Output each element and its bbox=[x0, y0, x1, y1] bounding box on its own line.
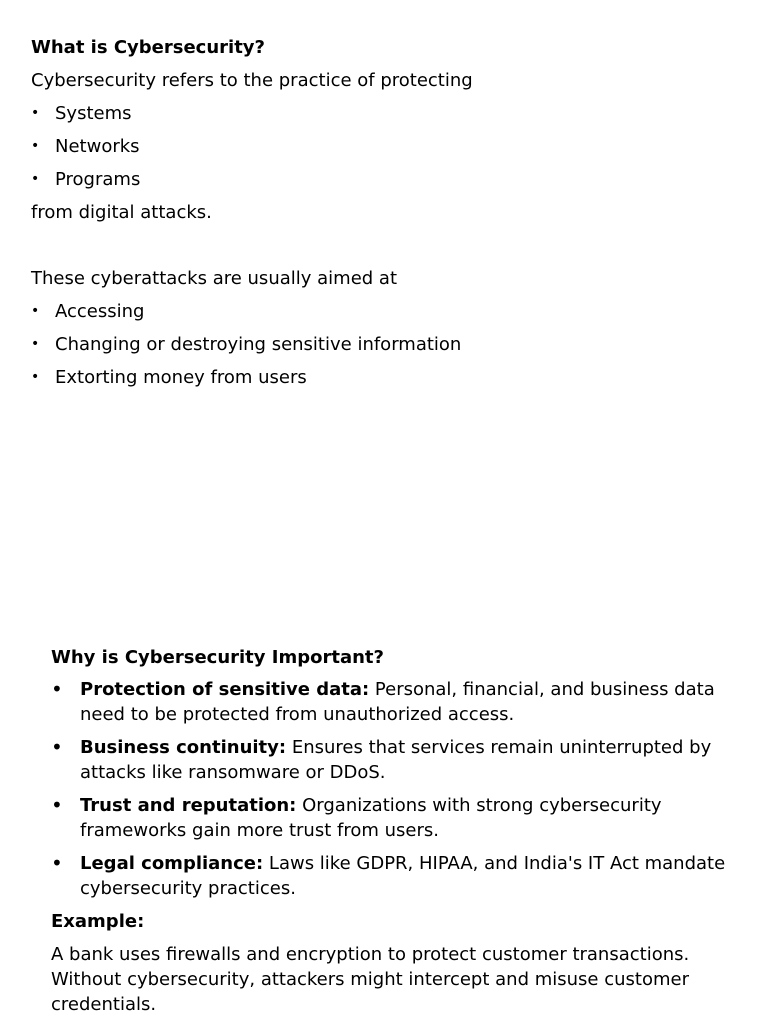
list-item bbox=[31, 101, 731, 134]
bullet-icon: • bbox=[31, 303, 40, 319]
definition-intro: Cybersecurity refers to the practice of protecting bbox=[31, 70, 473, 91]
bullet-icon: • bbox=[31, 171, 40, 187]
importance-heading: Why is Cybersecurity Important? bbox=[51, 647, 384, 668]
bullet-icon: • bbox=[51, 793, 63, 817]
example-text: A bank uses firewalls and encryption to protect customer transactions. Without cybersecurity, attackers might intercept and misuse customer credentials. bbox=[51, 944, 690, 1015]
list-item-description: Laws like GDPR, HIPAA, and India's IT Act mandate cybersecurity practices. bbox=[80, 853, 726, 899]
bullet-icon: • bbox=[31, 105, 40, 121]
bullet-icon: • bbox=[51, 677, 63, 701]
list-item bbox=[31, 299, 731, 332]
definition-heading: What is Cybersecurity? bbox=[31, 37, 265, 58]
list-item-text: Extorting money from users bbox=[55, 367, 307, 388]
list-item-text bbox=[80, 851, 731, 901]
bullet-icon: • bbox=[31, 138, 40, 154]
list-item bbox=[31, 167, 731, 200]
list-item-title: Legal compliance: bbox=[80, 853, 264, 874]
list-item-text: Programs bbox=[55, 169, 141, 190]
bullet-icon: • bbox=[51, 851, 63, 875]
list-item-text: Accessing bbox=[55, 301, 145, 322]
spacer bbox=[31, 233, 731, 266]
list-item bbox=[51, 793, 731, 843]
list-item-text: Networks bbox=[55, 136, 140, 157]
bullet-icon: • bbox=[51, 735, 63, 759]
importance-list bbox=[51, 677, 731, 901]
list-item-text bbox=[80, 677, 731, 727]
list-item bbox=[51, 735, 731, 785]
list-item-text: Systems bbox=[55, 103, 132, 124]
list-item bbox=[31, 332, 731, 365]
list-item-title: Protection of sensitive data: bbox=[80, 679, 370, 700]
list-item-text: Changing or destroying sensitive information bbox=[55, 334, 462, 355]
list-item bbox=[51, 677, 731, 727]
list-item-description: Ensures that services remain uninterrupted by attacks like ransomware or DDoS. bbox=[80, 737, 712, 783]
list-item bbox=[31, 134, 731, 167]
bullet-icon: • bbox=[31, 369, 40, 385]
definition-section bbox=[31, 35, 731, 398]
list-item-text bbox=[80, 735, 731, 785]
list-item bbox=[31, 365, 731, 398]
list-item bbox=[51, 851, 731, 901]
bullet-icon: • bbox=[31, 336, 40, 352]
list-item-title: Trust and reputation: bbox=[80, 795, 297, 816]
importance-section bbox=[51, 645, 731, 1017]
list-item-description: Personal, financial, and business data need to be protected from unauthorized access. bbox=[80, 679, 715, 725]
definition-closing: from digital attacks. bbox=[31, 202, 212, 223]
example-heading: Example: bbox=[51, 911, 145, 932]
aims-intro: These cyberattacks are usually aimed at bbox=[31, 268, 398, 289]
list-item-text bbox=[80, 793, 731, 843]
list-item-title: Business continuity: bbox=[80, 737, 287, 758]
list-item-description: Organizations with strong cybersecurity frameworks gain more trust from users. bbox=[80, 795, 662, 841]
